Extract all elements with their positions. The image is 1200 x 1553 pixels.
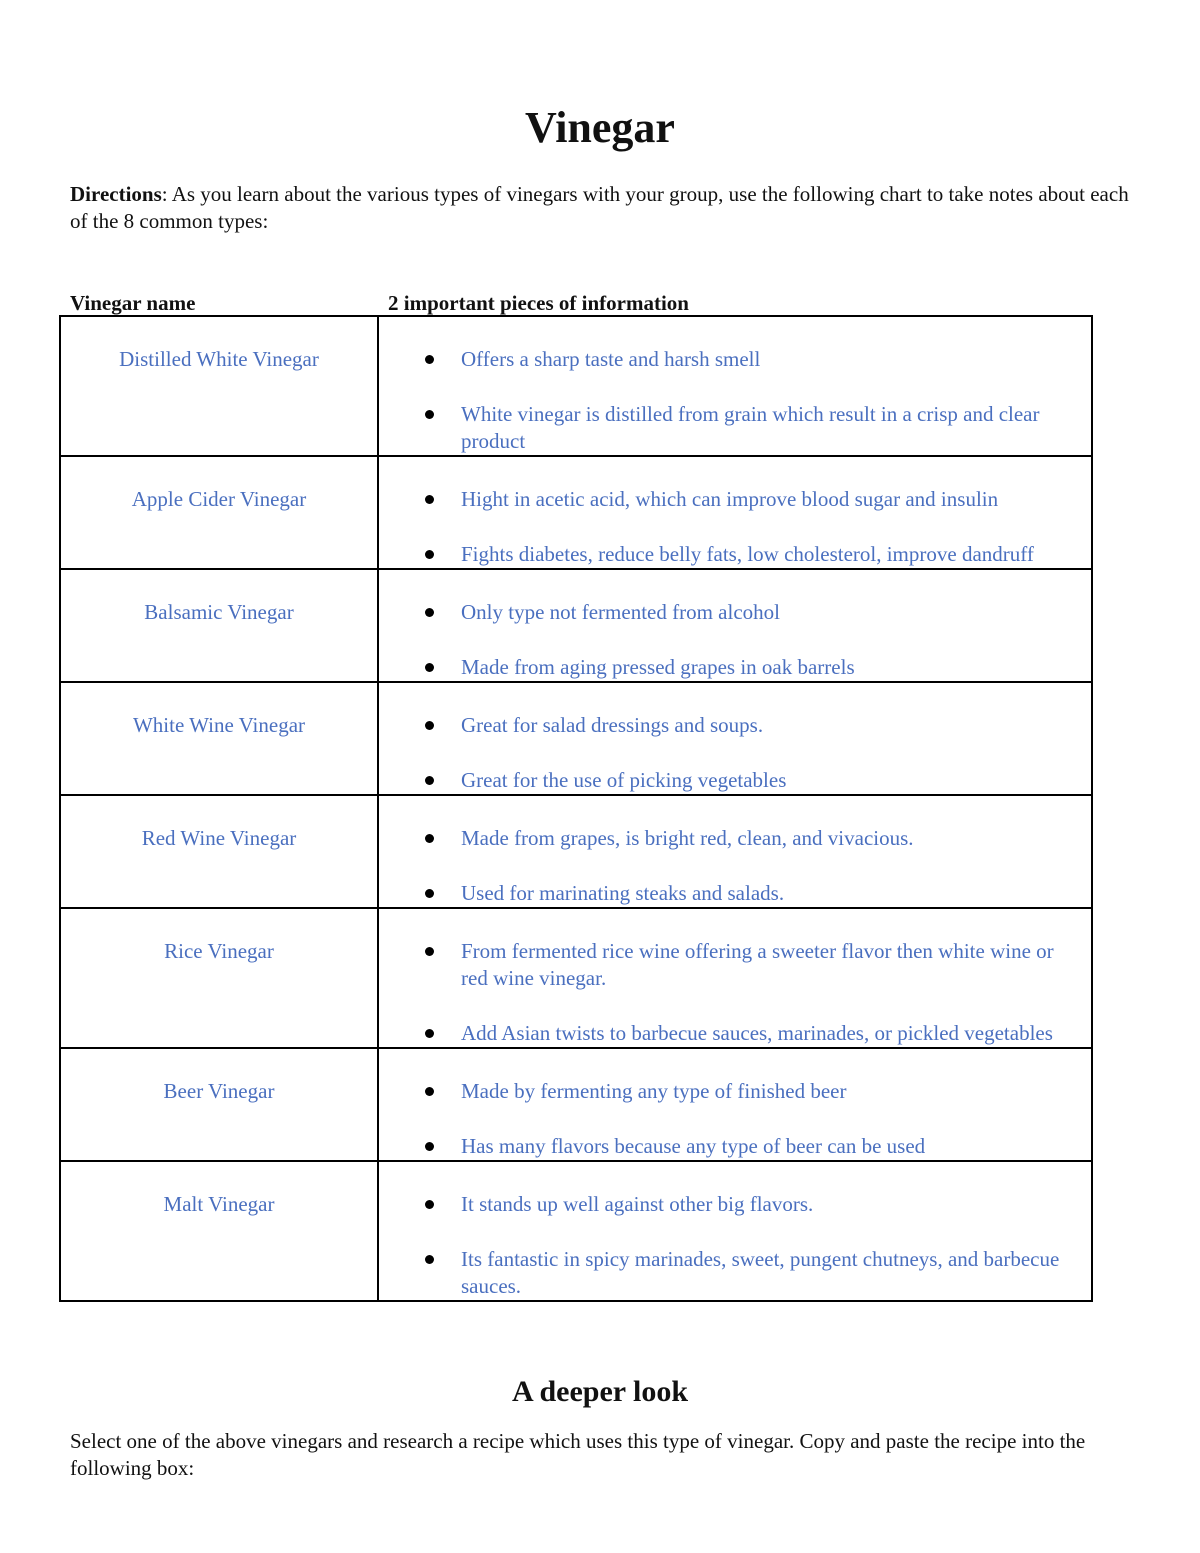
list-item (379, 880, 1067, 907)
information-text: Has many flavors because any type of beer can be used (461, 1134, 926, 1158)
list-item (379, 712, 1067, 739)
page-title: Vinegar (525, 103, 675, 152)
information-text: It stands up well against other big flavors. (461, 1192, 814, 1216)
bullet-icon (425, 889, 434, 898)
bullet-icon (425, 495, 434, 504)
list-item (379, 1246, 1067, 1300)
column-header-information: 2 important pieces of information (388, 291, 689, 315)
list-item (379, 541, 1067, 568)
vinegar-name-cell: Red Wine Vinegar (60, 795, 378, 908)
list-item (379, 1020, 1067, 1047)
information-text: Made from aging pressed grapes in oak barrels (461, 655, 855, 679)
bullet-icon (425, 1087, 434, 1096)
list-item (379, 401, 1067, 455)
column-header-vinegar-name: Vinegar name (70, 291, 196, 315)
vinegar-name-cell: Rice Vinegar (60, 908, 378, 1048)
list-item (379, 599, 1067, 626)
list-item (379, 938, 1067, 992)
list-item (379, 486, 1067, 513)
information-text: White vinegar is distilled from grain which result in a crisp and clear product (461, 402, 1040, 453)
information-cell (378, 569, 1092, 682)
information-text: Great for the use of picking vegetables (461, 768, 787, 792)
table-row (60, 1048, 1092, 1161)
information-text: From fermented rice wine offering a sweeter flavor then white wine or red wine vinegar. (461, 939, 1054, 990)
information-list (379, 346, 1067, 455)
information-text: Offers a sharp taste and harsh smell (461, 347, 761, 371)
recipe-instructions: Select one of the above vinegars and research a recipe which uses this type of vinegar. Copy and paste the recipe into the following box: (70, 1429, 1086, 1480)
table-row (60, 316, 1092, 456)
table-row (60, 908, 1092, 1048)
list-item (379, 1133, 1067, 1160)
information-text: Made by fermenting any type of finished beer (461, 1079, 847, 1103)
information-text: Hight in acetic acid, which can improve blood sugar and insulin (461, 487, 999, 511)
information-list (379, 1078, 1067, 1160)
bullet-icon (425, 1200, 434, 1209)
bullet-icon (425, 947, 434, 956)
bullet-icon (425, 550, 434, 559)
vinegar-name-cell: Balsamic Vinegar (60, 569, 378, 682)
information-list (379, 825, 1067, 907)
vinegar-name-cell: White Wine Vinegar (60, 682, 378, 795)
table-row (60, 682, 1092, 795)
list-item (379, 767, 1067, 794)
directions-text: : As you learn about the various types of vinegars with your group, use the following chart to take notes about each of the 8 common types: (70, 182, 1129, 233)
bullet-icon (425, 1029, 434, 1038)
vinegar-name-cell: Beer Vinegar (60, 1048, 378, 1161)
information-text: Made from grapes, is bright red, clean, and vivacious. (461, 826, 914, 850)
information-cell (378, 795, 1092, 908)
information-text: Fights diabetes, reduce belly fats, low cholesterol, improve dandruff (461, 542, 1034, 566)
notes-table-body (60, 316, 1092, 1301)
list-item (379, 654, 1067, 681)
notes-table (59, 315, 1093, 1302)
list-item (379, 346, 1067, 373)
directions-paragraph (70, 181, 1130, 235)
bullet-icon (425, 355, 434, 364)
bullet-icon (425, 663, 434, 672)
information-cell (378, 1048, 1092, 1161)
information-text: Only type not fermented from alcohol (461, 600, 780, 624)
information-list (379, 712, 1067, 794)
vinegar-name-cell: Malt Vinegar (60, 1161, 378, 1301)
list-item (379, 825, 1067, 852)
information-cell (378, 682, 1092, 795)
bullet-icon (425, 776, 434, 785)
information-list (379, 599, 1067, 681)
table-row (60, 569, 1092, 682)
information-list (379, 486, 1067, 568)
information-cell (378, 1161, 1092, 1301)
list-item (379, 1078, 1067, 1105)
information-text: Great for salad dressings and soups. (461, 713, 764, 737)
information-cell (378, 908, 1092, 1048)
bullet-icon (425, 721, 434, 730)
information-cell (378, 316, 1092, 456)
bullet-icon (425, 834, 434, 843)
table-row (60, 1161, 1092, 1301)
bullet-icon (425, 608, 434, 617)
list-item (379, 1191, 1067, 1218)
information-cell (378, 456, 1092, 569)
information-text: Used for marinating steaks and salads. (461, 881, 785, 905)
information-text: Its fantastic in spicy marinades, sweet, pungent chutneys, and barbecue sauces. (461, 1247, 1060, 1298)
bullet-icon (425, 1142, 434, 1151)
table-row (60, 795, 1092, 908)
bullet-icon (425, 1255, 434, 1264)
section-title: A deeper look (511, 1375, 689, 1408)
vinegar-name-cell: Apple Cider Vinegar (60, 456, 378, 569)
information-text: Add Asian twists to barbecue sauces, marinades, or pickled vegetables (461, 1021, 1053, 1045)
bullet-icon (425, 410, 434, 419)
vinegar-name-cell: Distilled White Vinegar (60, 316, 378, 456)
information-list (379, 1191, 1067, 1300)
information-list (379, 938, 1067, 1047)
directions-label: Directions (70, 182, 162, 206)
table-row (60, 456, 1092, 569)
